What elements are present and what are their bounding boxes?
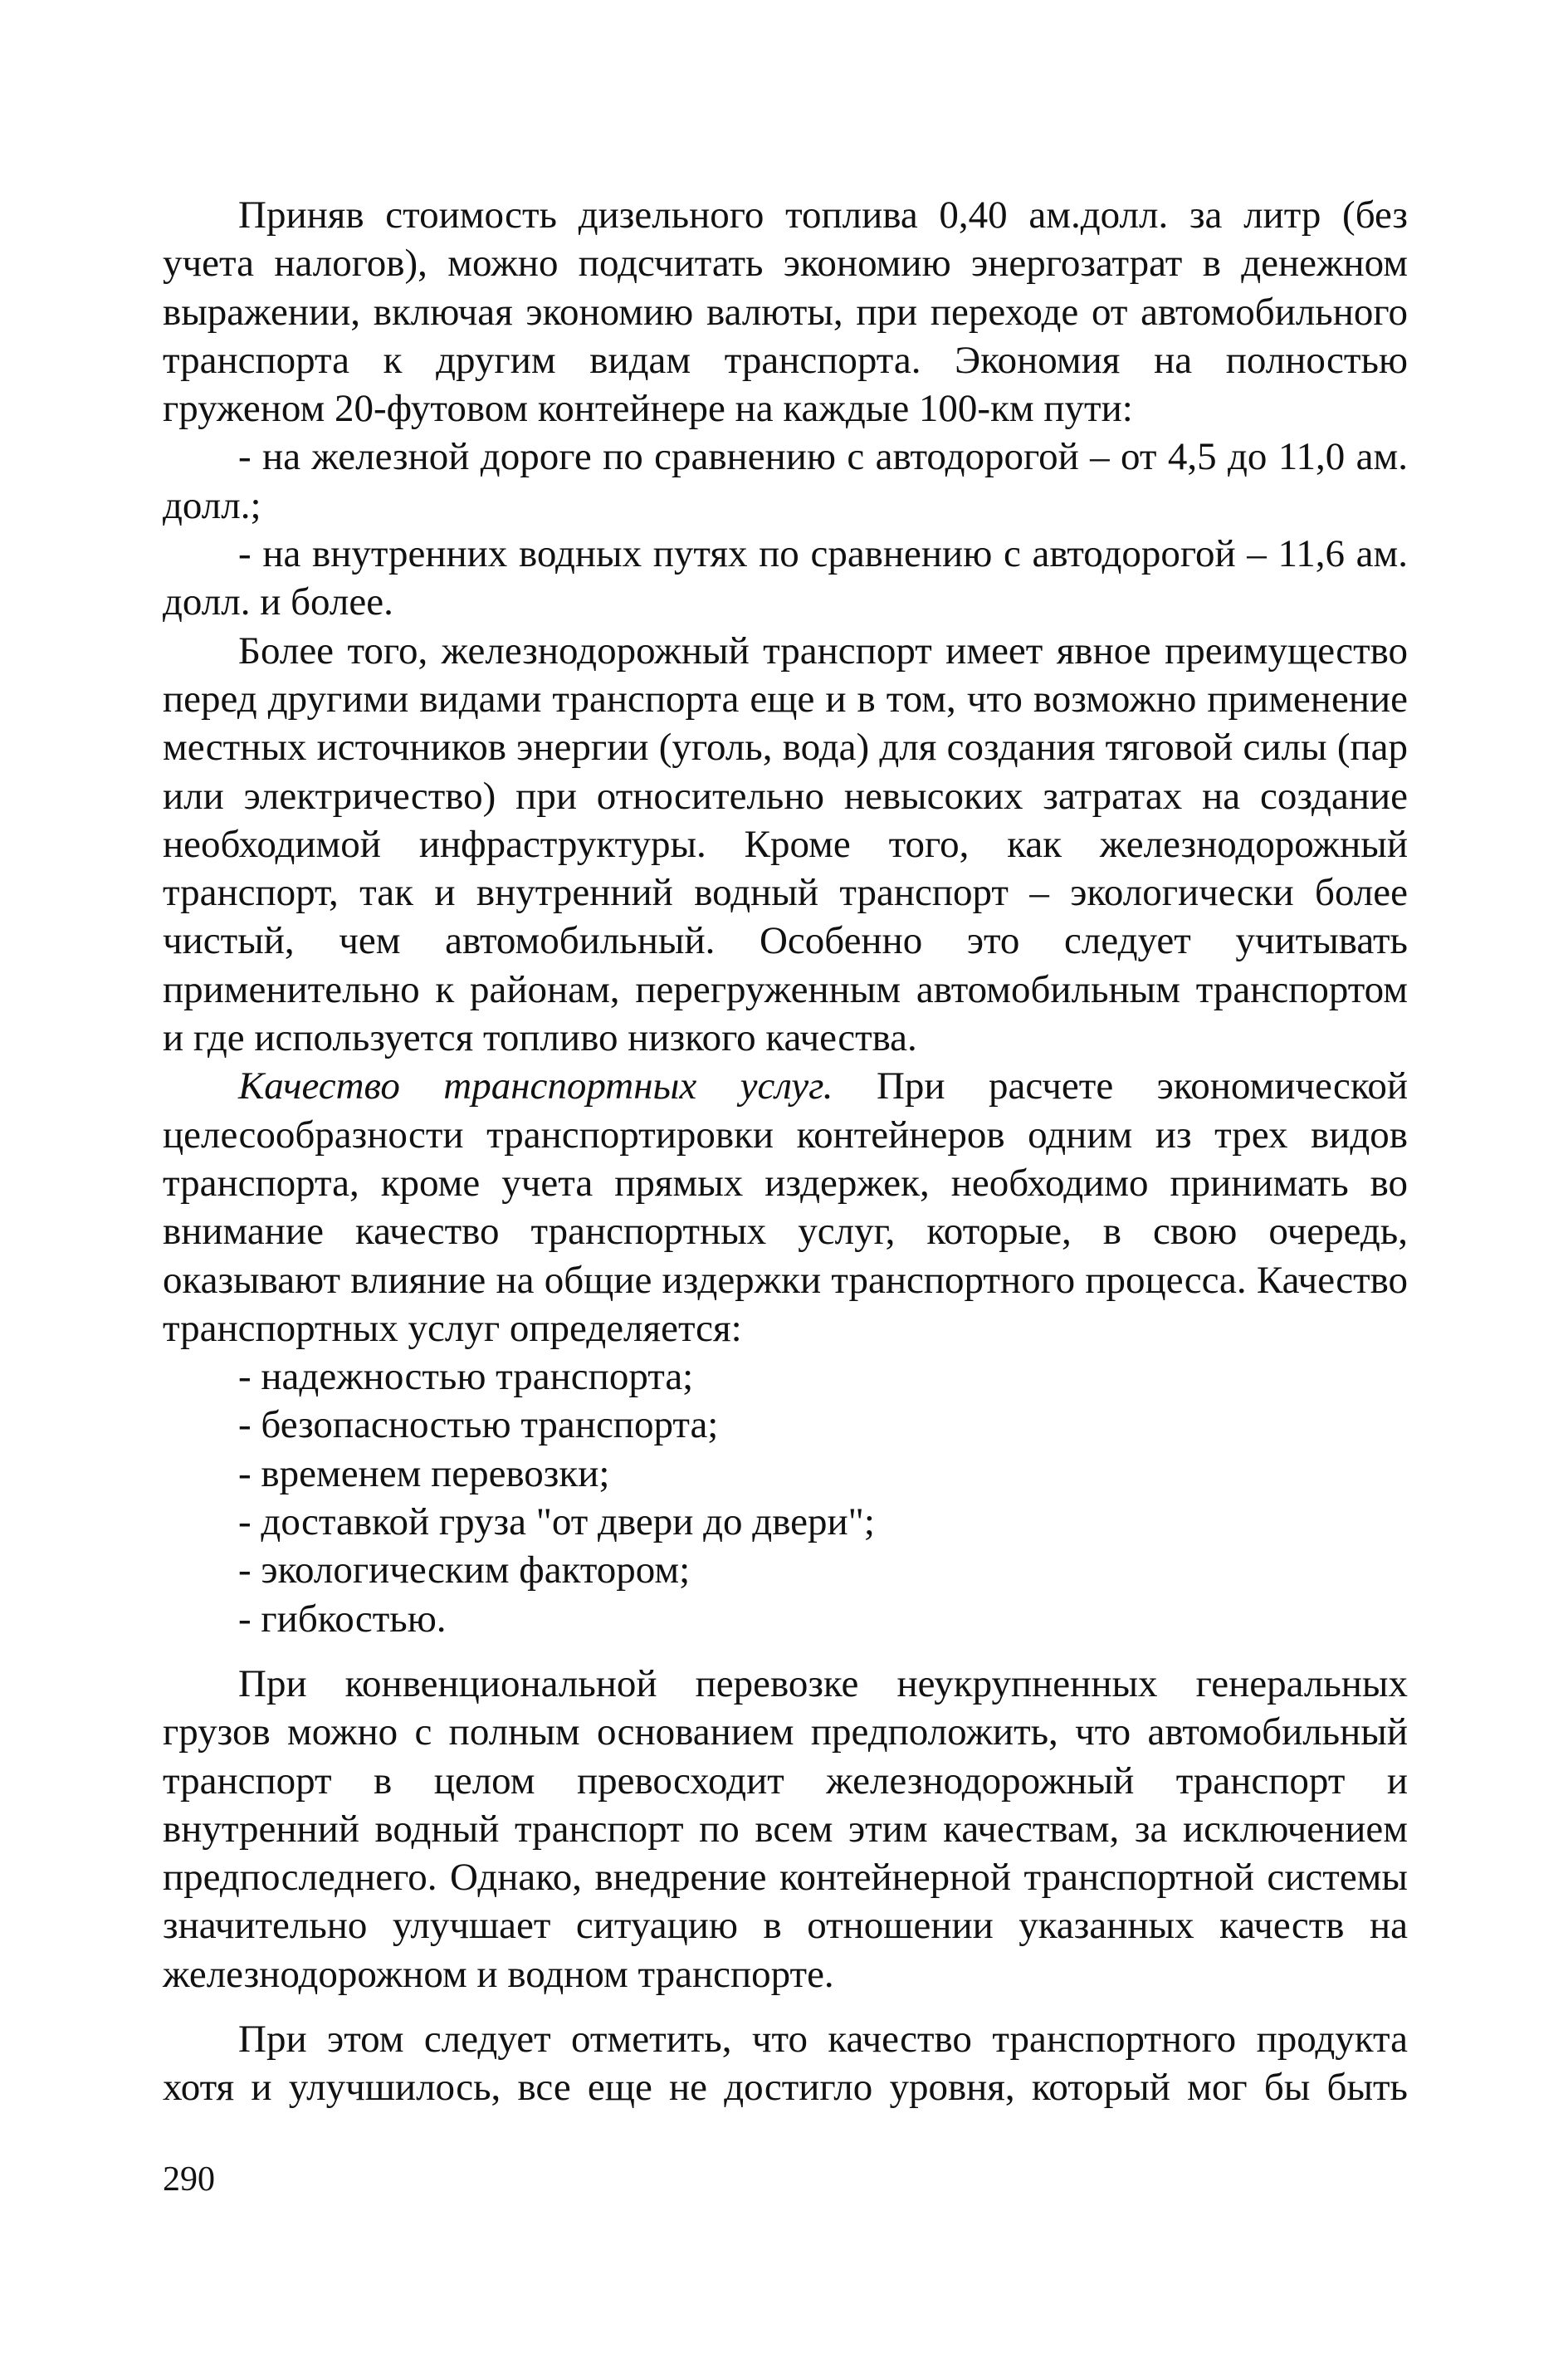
paragraph-conventional-cargo: При конвенциональной перевозке неукрупненных генеральных грузов можно с полным основанием предположить, что автомобильный транспорт в целом превосходит железнодорожный транспорт и внутренний водный транспорт по всем этим качествам, за исключением предпоследнего. Однако, внедрение контейнерной транспортной системы значительно улучшает ситуацию в отношении указанных качеств на железнодорожном и водном транспорте. [163, 1661, 1408, 1996]
body-text [163, 191, 1408, 2112]
paragraph-railway-advantage: Более того, железнодорожный транспорт имеет явное преимущество перед другими видами транспорта еще и в том, что возможно применение местных источников энергии (уголь, вода) для создания тяговой силы (пар или электричество) при относительно невысоких затратах на создание необходимой инфраструктуры. Кроме того, как железнодорожный транспорт, так и внутренний водный транспорт – экологически более чистый, чем автомобильный. Особенно это следует учитывать применительно к районам, перегруженным автомобильным транспортом и где используется топливо низкого качества. [163, 629, 1408, 1060]
list-item: - гибкостью. [238, 1597, 447, 1641]
section-heading-service-quality: Качество транспортных услуг. [238, 1064, 833, 1108]
list-item: - доставкой груза "от двери до двери"; [238, 1500, 875, 1544]
paragraph-service-quality-body: При расчете экономической целесообразности транспортировки контейнеров одним из трех видов транспорта, кроме учета прямых издержек, необходимо принимать во внимание качество транспортных услуг, которые, в свою очередь, оказывают влияние на общие издержки транспортного процесса. Качество транспортных услуг определяется: [163, 1064, 1408, 1350]
quality-list [163, 1353, 1408, 1643]
list-item: - временем перевозки; [238, 1451, 610, 1495]
paragraph-service-quality [163, 1062, 1408, 1353]
list-item: - надежностью транспорта; [238, 1355, 694, 1399]
paragraph-waterway-savings: - на внутренних водных путях по сравнению с автодорогой – 11,6 ам. долл. и более. [163, 532, 1408, 624]
paragraph-railway-savings: - на железной дороге по сравнению с автодорогой – от 4,5 до 11,0 ам. долл.; [163, 435, 1408, 527]
list-item: - экологическим фактором; [238, 1548, 691, 1592]
page-number: 290 [163, 2160, 215, 2199]
list-item: - безопасностью транспорта; [238, 1403, 719, 1447]
paragraph-transport-product-quality: При этом следует отметить, что качество транспортного продукта хотя и улучшилось, все еще не достигло уровня, который мог бы быть [163, 2017, 1408, 2110]
paragraph-fuel-cost: Приняв стоимость дизельного топлива 0,40 ам.долл. за литр (без учета налогов), можно подсчитать экономию энергозатрат в денежном выражении, включая экономию валюты, при переходе от автомобильного транспорта к другим видам транспорта. Экономия на полностью груженом 20-футовом контейнере на каждые 100-км пути: [163, 193, 1408, 431]
